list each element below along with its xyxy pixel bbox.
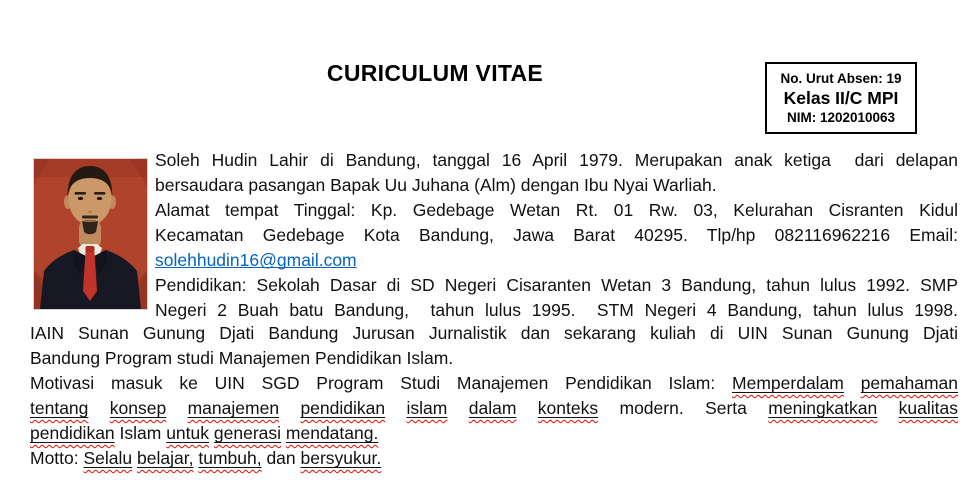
underlined-word: konteks bbox=[537, 398, 599, 418]
text-segment: modern. Serta bbox=[598, 398, 769, 418]
underlined-word: generasi bbox=[213, 423, 282, 443]
text-segment: Bandung Program studi Manajemen Pendidikan Islam. bbox=[30, 348, 454, 368]
spellcheck-flagged-word bbox=[732, 373, 844, 393]
text-segment bbox=[516, 398, 537, 418]
text-segment bbox=[88, 398, 109, 418]
page-title: CURICULUM VITAE bbox=[326, 60, 544, 86]
underlined-word: konsep bbox=[109, 398, 167, 418]
spellcheck-flagged-word bbox=[188, 398, 279, 418]
text-segment bbox=[279, 398, 300, 418]
text-segment bbox=[877, 398, 898, 418]
text-segment: Kecamatan Gedebage Kota Bandung, Jawa Barat 40295. Tlp/hp 082116962216 Email: bbox=[155, 225, 958, 245]
class-label: Kelas II/C MPI bbox=[783, 87, 899, 108]
underlined-word: dalam bbox=[468, 398, 517, 418]
text-segment: Islam bbox=[114, 423, 167, 443]
spellcheck-flagged-word bbox=[286, 423, 378, 443]
underlined-word: pendidikan bbox=[30, 423, 115, 443]
underlined-word: bersyukur. bbox=[300, 448, 382, 468]
spellcheck-flagged-word bbox=[301, 448, 382, 468]
text-segment bbox=[447, 398, 468, 418]
spellcheck-flagged-word bbox=[198, 448, 261, 468]
text-line bbox=[30, 396, 958, 421]
spellcheck-flagged-word bbox=[861, 373, 958, 393]
text-line bbox=[155, 148, 958, 173]
spellcheck-flagged-word bbox=[407, 398, 448, 418]
nim-number: NIM: 1202010063 bbox=[786, 109, 896, 125]
text-line bbox=[155, 298, 958, 323]
text-segment bbox=[385, 398, 406, 418]
underlined-word: untuk bbox=[166, 423, 210, 443]
text-segment: Negeri 2 Buah batu Bandung, tahun lulus 1995. STM Negeri 4 Bandung, tahun lulus 1998. bbox=[155, 300, 958, 320]
spellcheck-flagged-word bbox=[166, 423, 209, 443]
spellcheck-flagged-word bbox=[469, 398, 517, 418]
text-segment: IAIN Sunan Gunung Djati Bandung Jurusan Jurnalistik dan sekarang kuliah di UIN Sunan Gunung Djati bbox=[30, 323, 958, 343]
underlined-word: tentang bbox=[30, 398, 89, 418]
spellcheck-flagged-word bbox=[300, 398, 385, 418]
text-segment bbox=[166, 398, 187, 418]
spellcheck-flagged-word bbox=[538, 398, 598, 418]
text-line bbox=[30, 421, 958, 446]
text-segment: Motto: bbox=[30, 448, 84, 468]
text-line bbox=[30, 371, 958, 396]
text-segment bbox=[844, 373, 861, 393]
text-segment: dan bbox=[261, 448, 301, 468]
text-segment: Soleh Hudin Lahir di Bandung, tanggal 16 April 1979. Merupakan anak ketiga dari delapan bbox=[155, 150, 958, 170]
bio-text-block-beside-photo bbox=[155, 148, 958, 323]
underlined-word: tumbuh, bbox=[198, 448, 262, 468]
text-segment: Pendidikan: Sekolah Dasar di SD Negeri Cisaranten Wetan 3 Bandung, tahun lulus 1992. SMP bbox=[155, 275, 958, 295]
text-line bbox=[155, 173, 958, 198]
bio-text-block-full-width bbox=[30, 321, 958, 471]
underlined-word: manajemen bbox=[187, 398, 280, 418]
text-segment: Alamat tempat Tinggal: Kp. Gedebage Wetan Rt. 01 Rw. 03, Kelurahan Cisranten Kidul bbox=[155, 200, 958, 220]
text-line bbox=[155, 223, 958, 248]
text-line bbox=[155, 273, 958, 298]
underlined-word: islam bbox=[406, 398, 448, 418]
underlined-word: pemahaman bbox=[860, 373, 958, 393]
student-info-box bbox=[765, 62, 917, 134]
text-line bbox=[30, 446, 958, 471]
text-line bbox=[30, 321, 958, 346]
spellcheck-flagged-word bbox=[137, 448, 193, 468]
spellcheck-flagged-word bbox=[214, 423, 281, 443]
text-line bbox=[155, 198, 958, 223]
spellcheck-flagged-word bbox=[899, 398, 958, 418]
underlined-word: mendatang. bbox=[285, 423, 379, 443]
spellcheck-flagged-word bbox=[768, 398, 877, 418]
spellcheck-flagged-word bbox=[110, 398, 166, 418]
underlined-word: pendidikan bbox=[300, 398, 386, 418]
text-segment: bersaudara pasangan Bapak Uu Juhana (Alm) dengan Ibu Nyai Warliah. bbox=[155, 175, 717, 195]
portrait-photo-image bbox=[34, 159, 147, 309]
underlined-word: belajar, bbox=[137, 448, 194, 468]
spellcheck-flagged-word bbox=[30, 423, 115, 443]
spellcheck-flagged-word bbox=[30, 398, 88, 418]
text-line bbox=[30, 346, 958, 371]
spellcheck-flagged-word bbox=[84, 448, 133, 468]
underlined-word: Selalu bbox=[83, 448, 133, 468]
absence-number: No. Urut Absen: 19 bbox=[780, 70, 902, 86]
underlined-word: Memperdalam bbox=[732, 373, 844, 393]
underlined-word: kualitas bbox=[898, 398, 958, 418]
email-link[interactable]: solehhudin16@gmail.com bbox=[155, 250, 357, 270]
underlined-word: meningkatkan bbox=[768, 398, 878, 418]
portrait-photo bbox=[33, 158, 148, 310]
text-line bbox=[155, 248, 958, 273]
text-segment: Motivasi masuk ke UIN SGD Program Studi Manajemen Pendidikan Islam: bbox=[30, 373, 733, 393]
